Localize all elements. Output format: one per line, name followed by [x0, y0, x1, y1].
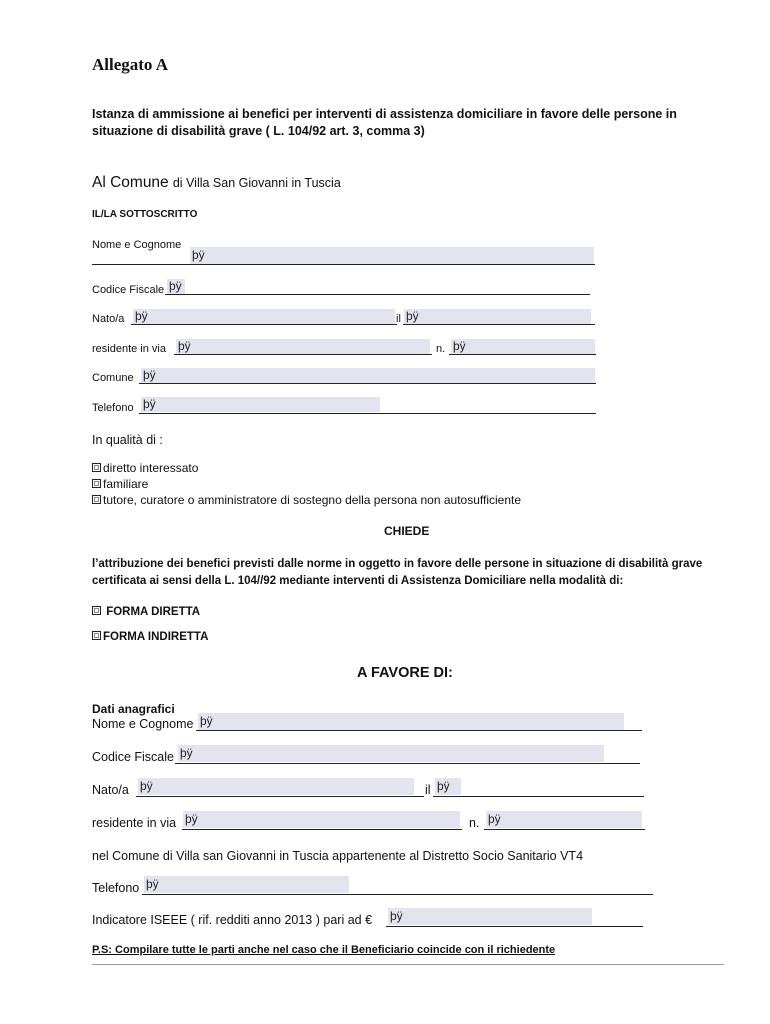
capacity-option-family[interactable] — [92, 477, 148, 491]
applicant-phone-label: Telefono — [92, 402, 134, 414]
applicant-city-input[interactable] — [141, 368, 595, 383]
footer-divider — [92, 964, 724, 965]
applicant-cf-value: þÿ — [169, 279, 182, 293]
request-heading: CHIEDE — [384, 524, 430, 538]
beneficiary-number-label: n. — [469, 816, 480, 830]
isee-label: Indicatore ISEEE ( rif. redditi anno 2013 ) pari ad € — [92, 913, 373, 927]
applicant-name-input[interactable] — [190, 247, 594, 264]
applicant-number-input[interactable] — [451, 339, 595, 354]
beneficiary-address-line — [182, 829, 462, 830]
mode-option-label: FORMA DIRETTA — [106, 606, 201, 618]
isee-input[interactable] — [388, 908, 592, 925]
applicant-number-label: n. — [436, 343, 446, 355]
isee-line — [386, 926, 643, 927]
applicant-birthplace-line — [131, 324, 397, 325]
isee-value: þÿ — [390, 909, 403, 923]
beneficiary-birthdate-line — [433, 796, 644, 797]
checkbox-icon[interactable] — [92, 479, 101, 488]
applicant-cf-label: Codice Fiscale — [92, 284, 165, 296]
mode-option-label: FORMA INDIRETTA — [103, 631, 209, 643]
beneficiary-number-line — [484, 829, 645, 830]
beneficiary-birthdate-label: il — [425, 783, 431, 797]
beneficiary-name-line — [196, 730, 642, 731]
beneficiary-phone-input[interactable] — [144, 876, 349, 893]
applicant-address-input[interactable] — [176, 339, 430, 354]
beneficiary-address-label: residente in via — [92, 816, 177, 830]
applicant-address-label: residente in via — [92, 343, 166, 355]
beneficiary-heading: A FAVORE DI: — [357, 665, 453, 681]
beneficiary-address-input[interactable] — [183, 811, 460, 828]
applicant-city-line — [139, 383, 596, 384]
applicant-number-line — [449, 354, 596, 355]
document-subject: Istanza di ammissione ai benefici per interventi di assistenza domiciliare in favore delle persone in situazione di disabilità grave ( L. 104/92 art. 3, comma 3) — [92, 107, 677, 138]
applicant-name-value: þÿ — [192, 248, 205, 262]
beneficiary-name-label: Nome e Cognome — [92, 717, 194, 731]
applicant-city-label: Comune — [92, 372, 134, 384]
beneficiary-cf-line — [175, 763, 640, 764]
applicant-phone-line — [139, 413, 596, 414]
applicant-address-line — [174, 354, 432, 355]
beneficiary-birthplace-input[interactable] — [138, 778, 414, 795]
beneficiary-phone-label: Telefono — [92, 881, 140, 895]
applicant-number-value: þÿ — [453, 339, 466, 353]
beneficiary-birthplace-value: þÿ — [140, 779, 153, 793]
applicant-name-label: Nome e Cognome — [92, 239, 182, 251]
capacity-option-direct[interactable] — [92, 461, 198, 475]
beneficiary-cf-input[interactable] — [178, 745, 604, 762]
beneficiary-cf-value: þÿ — [180, 746, 193, 760]
applicant-birthdate-line — [403, 324, 595, 325]
beneficiary-birthdate-value: þÿ — [437, 779, 450, 793]
beneficiary-name-value: þÿ — [200, 714, 213, 728]
capacity-heading: In qualità di : — [92, 433, 163, 447]
checkbox-icon[interactable] — [92, 631, 101, 640]
applicant-birthdate-value: þÿ — [406, 309, 419, 323]
annex-title: Allegato A — [92, 55, 169, 74]
beneficiary-name-input[interactable] — [198, 713, 624, 730]
footer-note: P.S: Compilare tutte le parti anche nel caso che il Beneficiario coincide con il richiedente — [92, 944, 556, 956]
capacity-option-label: diretto interessato — [103, 461, 199, 475]
applicant-birthdate-input[interactable] — [404, 309, 591, 324]
applicant-birthplace-input[interactable] — [133, 309, 395, 324]
beneficiary-birthplace-label: Nato/a — [92, 783, 129, 797]
recipient-prefix: Al Comune — [92, 174, 169, 191]
applicant-address-value: þÿ — [178, 339, 191, 353]
recipient — [92, 174, 341, 192]
applicant-phone-value: þÿ — [143, 397, 156, 411]
capacity-option-label: familiare — [103, 477, 149, 491]
beneficiary-cf-label: Codice Fiscale — [92, 750, 174, 764]
checkbox-icon[interactable] — [92, 606, 101, 615]
beneficiary-number-value: þÿ — [488, 812, 501, 826]
district-note: nel Comune di Villa san Giovanni in Tuscia appartenente al Distretto Socio Sanitario VT4 — [92, 849, 584, 863]
applicant-name-line — [92, 264, 595, 265]
capacity-option-guardian[interactable] — [92, 493, 521, 507]
applicant-heading: IL/LA SOTTOSCRITTO — [92, 209, 198, 220]
applicant-cf-line — [165, 294, 590, 295]
beneficiary-address-value: þÿ — [185, 812, 198, 826]
beneficiary-phone-value: þÿ — [146, 877, 159, 891]
mode-option-indirect[interactable] — [92, 631, 208, 643]
applicant-phone-input[interactable] — [141, 397, 380, 412]
applicant-birthplace-label: Nato/a — [92, 313, 125, 325]
applicant-city-value: þÿ — [143, 368, 156, 382]
applicant-birthdate-label: il — [396, 313, 401, 325]
capacity-option-label: tutore, curatore o amministratore di sostegno della persona non autosufficiente — [103, 493, 522, 507]
request-text: l’attribuzione dei benefici previsti dalle norme in oggetto in favore delle persone in situazione di disabilità grave certificata ai sensi della L. 104//92 mediante interventi di Assistenza Domiciliare nella modalità di: — [92, 558, 703, 587]
beneficiary-birthplace-line — [136, 796, 424, 797]
beneficiary-number-input[interactable] — [486, 811, 642, 828]
checkbox-icon[interactable] — [92, 495, 101, 504]
checkbox-icon[interactable] — [92, 463, 101, 472]
mode-option-direct[interactable] — [92, 606, 200, 618]
beneficiary-phone-line — [142, 894, 653, 895]
applicant-birthplace-value: þÿ — [135, 309, 148, 323]
beneficiary-subheading: Dati anagrafici — [92, 702, 175, 716]
recipient-name: di Villa San Giovanni in Tuscia — [172, 176, 341, 190]
